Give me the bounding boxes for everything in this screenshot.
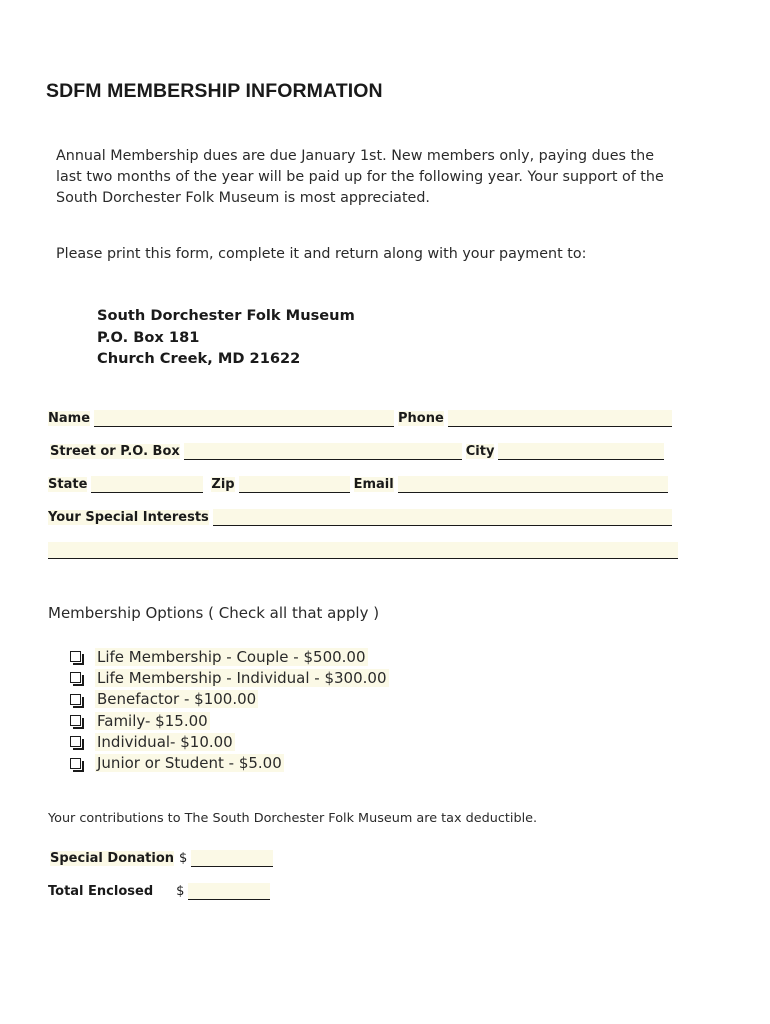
total-enclosed-row xyxy=(48,879,274,899)
name-field[interactable] xyxy=(94,410,394,427)
list-item[interactable] xyxy=(70,731,389,752)
checkbox-icon[interactable] xyxy=(70,694,81,705)
street-label: Street or P.O. Box xyxy=(50,444,180,459)
list-item[interactable] xyxy=(70,710,389,731)
donation-field[interactable] xyxy=(191,850,273,867)
intro-paragraph xyxy=(56,146,736,209)
address-name: South Dorchester Folk Museum xyxy=(97,307,355,324)
street-city-row xyxy=(50,439,668,459)
email-field[interactable] xyxy=(398,476,668,493)
option-label: Individual- $10.00 xyxy=(97,732,233,751)
checkbox-icon[interactable] xyxy=(70,758,81,769)
phone-label: Phone xyxy=(398,411,444,426)
option-label: Life Membership - Individual - $300.00 xyxy=(97,668,387,687)
total-field[interactable] xyxy=(188,883,270,900)
email-label: Email xyxy=(353,477,394,492)
phone-field[interactable] xyxy=(448,410,672,427)
option-label: Life Membership - Couple - $500.00 xyxy=(97,647,366,666)
interests-continued-row xyxy=(44,538,682,558)
total-label: Total Enclosed xyxy=(48,884,154,899)
zip-field[interactable] xyxy=(239,476,350,493)
donation-label: Special Donation xyxy=(50,851,175,866)
state-label: State xyxy=(48,477,88,492)
checkbox-icon[interactable] xyxy=(70,672,81,683)
name-phone-row xyxy=(48,406,676,426)
special-donation-row xyxy=(50,846,277,866)
intro-line: Annual Membership dues are due January 1st. New members only, paying dues the xyxy=(56,148,654,164)
intro-line: South Dorchester Folk Museum is most appreciated. xyxy=(56,190,430,206)
interests-label: Your Special Interests xyxy=(48,510,209,525)
street-field[interactable] xyxy=(184,443,462,460)
city-field[interactable] xyxy=(498,443,664,460)
option-label: Family- $15.00 xyxy=(97,711,208,730)
tax-deductible-note: Your contributions to The South Dorchester Folk Museum are tax deductible. xyxy=(48,811,538,826)
checkbox-icon[interactable] xyxy=(70,651,81,662)
membership-options-list xyxy=(70,646,389,774)
address-city: Church Creek, MD 21622 xyxy=(97,350,301,367)
state-field[interactable] xyxy=(91,476,203,493)
intro-line: last two months of the year will be paid up for the following year. Your support of the xyxy=(56,169,664,185)
state-zip-email-row xyxy=(48,472,672,492)
instructions-text: Please print this form, complete it and return along with your payment to: xyxy=(56,246,587,262)
interests-field-line2[interactable] xyxy=(48,542,678,559)
option-label: Junior or Student - $5.00 xyxy=(97,754,282,773)
list-item[interactable] xyxy=(70,689,389,710)
list-item[interactable] xyxy=(70,752,389,773)
checkbox-icon[interactable] xyxy=(70,715,81,726)
list-item[interactable] xyxy=(70,667,389,688)
total-currency: $ xyxy=(176,884,185,899)
donation-currency: $ xyxy=(179,851,188,866)
interests-row xyxy=(48,505,676,525)
name-label: Name xyxy=(48,411,91,426)
mailing-address xyxy=(97,305,355,370)
city-label: City xyxy=(465,444,495,459)
address-box: P.O. Box 181 xyxy=(97,328,200,346)
zip-label: Zip xyxy=(211,477,235,492)
page-title: SDFM MEMBERSHIP INFORMATION xyxy=(46,80,383,102)
membership-heading: Membership Options ( Check all that apply ) xyxy=(48,604,380,622)
list-item[interactable] xyxy=(70,646,389,667)
checkbox-icon[interactable] xyxy=(70,736,81,747)
option-label: Benefactor - $100.00 xyxy=(97,690,257,709)
interests-field[interactable] xyxy=(213,509,672,526)
